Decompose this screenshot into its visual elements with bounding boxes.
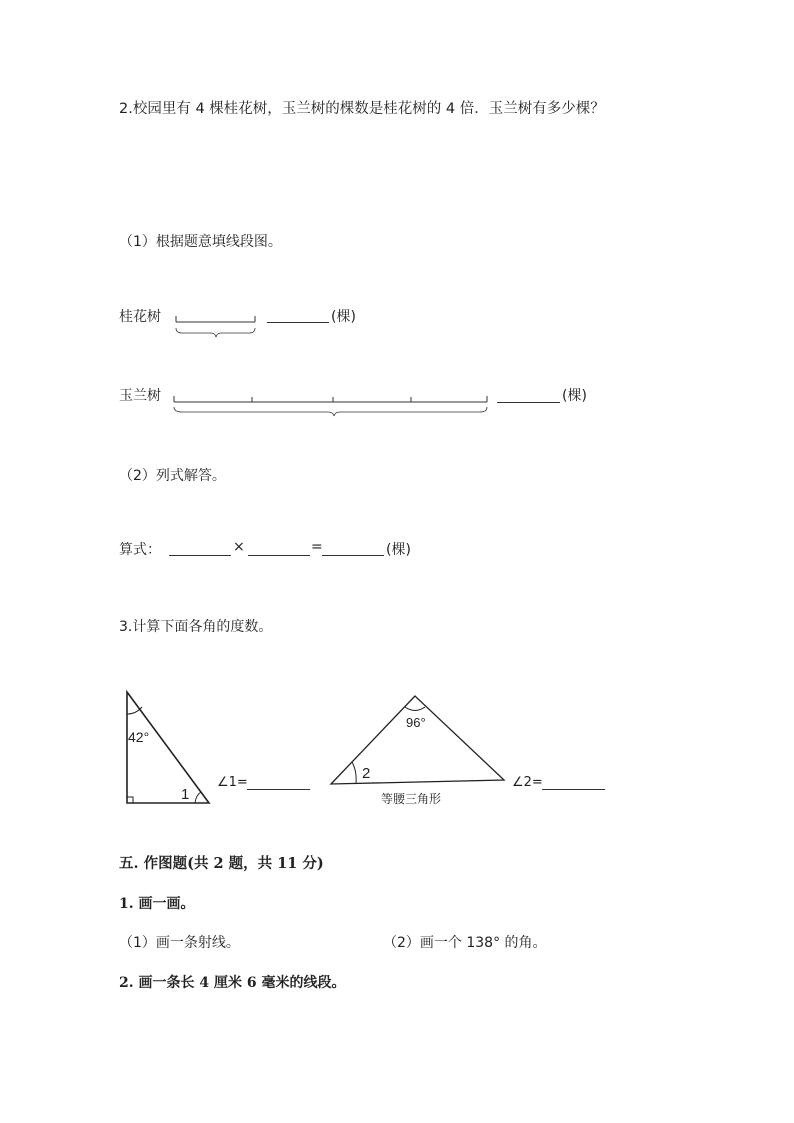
q3-text: 3.计算下面各角的度数。 (119, 619, 273, 635)
section5-q1-part2: （2）画一个 138° 的角。 (383, 935, 547, 951)
section5-heading: 五. 作图题(共 2 题，共 11 分) (119, 855, 324, 872)
q2-part2-text: （2）列式解答。 (119, 468, 226, 484)
angle2-answer-label: ∠2= (512, 775, 543, 790)
osmanthus-label: 桂花树 (119, 309, 161, 325)
times-sign: × (233, 539, 245, 555)
section5-q1-part1: （1）画一条射线。 (119, 935, 240, 951)
angle-42-label: 42° (128, 729, 150, 745)
angle2-answer-blank[interactable] (542, 789, 605, 790)
angle-2-mark: 2 (362, 765, 371, 782)
osmanthus-unit: (棵) (331, 309, 356, 325)
q2-part1-text: （1）根据题意填线段图。 (119, 234, 282, 250)
q2-text: 2.校园里有 4 棵桂花树，玉兰树的棵数是桂花树的 4 倍．玉兰树有多少棵？ (119, 101, 605, 117)
angle-1-mark: 1 (181, 786, 190, 803)
angle1-answer-label: ∠1= (217, 775, 248, 790)
formula-unit: (棵) (386, 542, 411, 558)
isosceles-caption: 等腰三角形 (381, 792, 442, 806)
formula-label: 算式： (119, 542, 161, 558)
angle-96-label: 96° (406, 715, 426, 730)
section5-q1: 1. 画一画。 (119, 896, 195, 912)
magnolia-unit: (棵) (562, 388, 587, 404)
equals-sign: = (311, 539, 323, 555)
magnolia-label: 玉兰树 (119, 388, 161, 404)
section5-q2: 2. 画一条长 4 厘米 6 毫米的线段。 (119, 975, 346, 991)
